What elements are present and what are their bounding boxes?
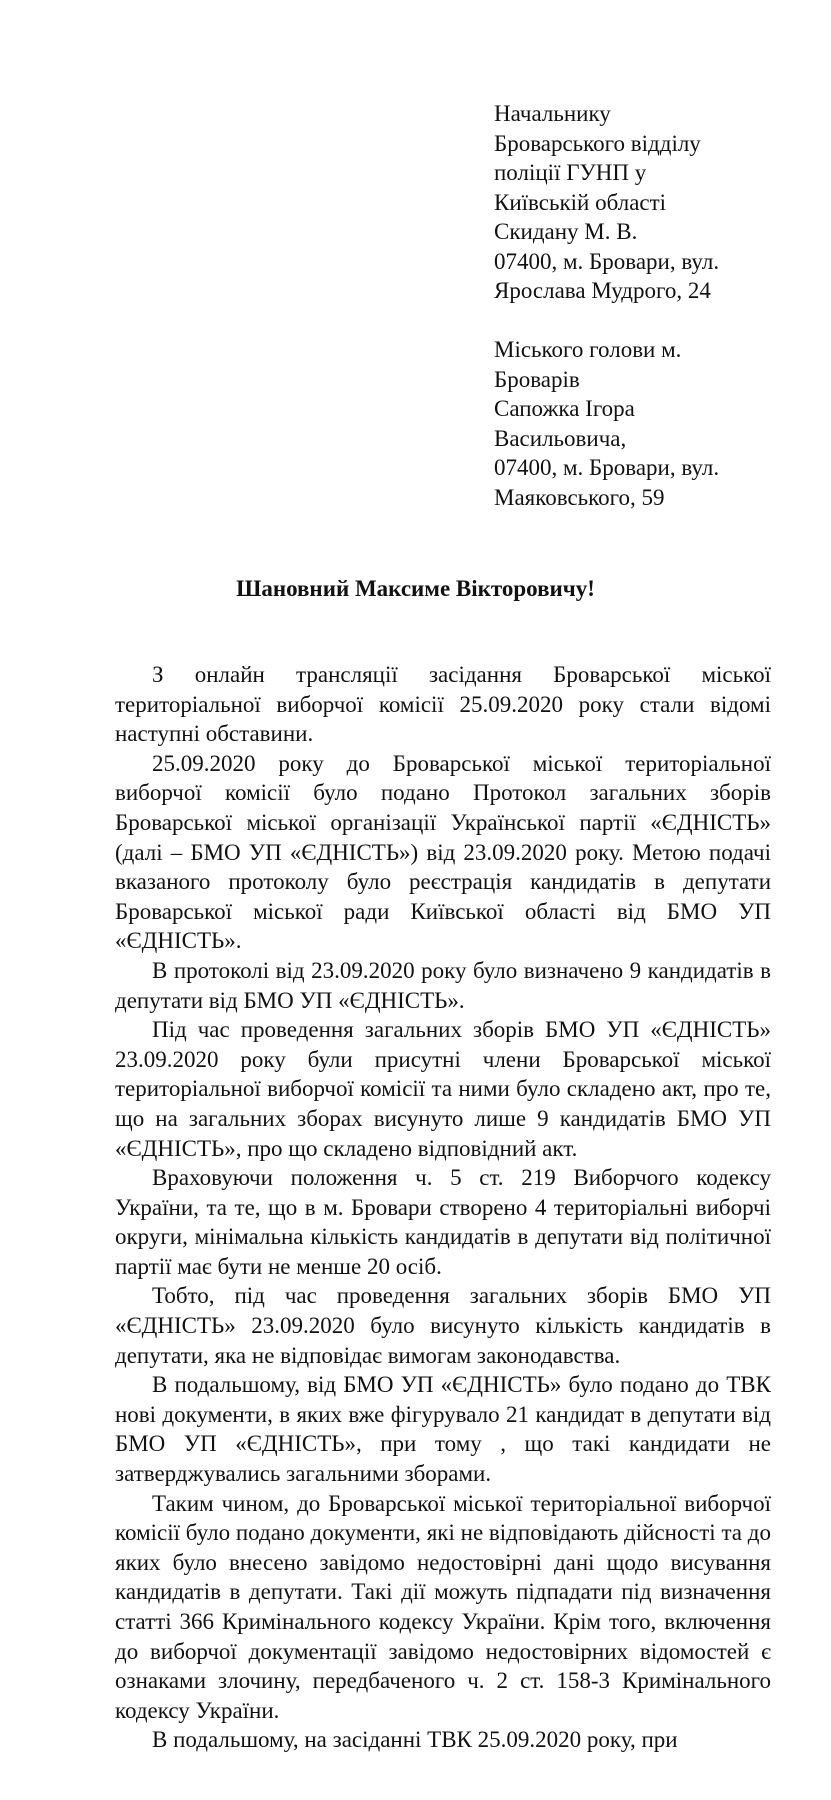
body-paragraph: В подальшому, від БМО УП «ЄДНІСТЬ» було подано до ТВК нові документи, в яких вже фігурувало 21 кандидат в депутати від БМО УП «ЄДНІСТЬ», при тому , що такі кандидати не затверджувались загальними зборами. <box>115 1372 771 1487</box>
sender-line: Броварів <box>494 366 580 392</box>
sender-line: 07400, м. Бровари, вул. <box>494 455 720 480</box>
sender-address-block <box>494 335 794 512</box>
sender-line: Васильовича, <box>494 425 627 451</box>
body-paragraph: Таким чином, до Броварської міської територіальної виборчої комісії було подано документи, які не відповідають дійсності та до яких було внесено завідомо недостовірні дані щодо висування кандидатів в депутати. Такі дії можуть підпадати під визначення статті 366 Кримінального кодексу України. Крім того, включення до виборчої документації завідомо недостовірних відомостей є ознаками злочину, передбаченого ч. 2 ст. 158-3 Кримінального кодексу України. <box>115 1490 771 1723</box>
sender-line: Маяковського, 59 <box>494 484 665 510</box>
sender-line: Міського голови м. <box>494 337 682 362</box>
recipient-line: Ярослава Мудрого, 24 <box>494 278 711 303</box>
recipient-line: Київській області <box>494 189 667 215</box>
recipient-line: поліції ГУНП у <box>494 160 647 185</box>
body-paragraph: В протоколі від 23.09.2020 року було визначено 9 кандидатів в депутати від БМО УП «ЄДНІСТЬ». <box>115 957 771 1013</box>
salutation-heading: Шановний Максиме Вікторовичу! <box>236 576 595 601</box>
letter-body <box>115 660 771 1755</box>
recipient-line: Начальнику <box>494 101 611 126</box>
recipient-line: 07400, м. Бровари, вул. <box>494 248 720 274</box>
body-paragraph: Враховуючи положення ч. 5 ст. 219 Виборчого кодексу України, та те, що в м. Бровари створено 4 територіальні виборчі округи, мінімальна кількість кандидатів в депутати від політичної партії має бути не менше 20 осіб. <box>115 1165 771 1279</box>
body-paragraph: Тобто, під час проведення загальних зборів БМО УП «ЄДНІСТЬ» 23.09.2020 було висунуто кількість кандидатів в депутати, яка не відповідає вимогам законодавства. <box>115 1283 771 1368</box>
recipient-line: Скидану М. В. <box>494 219 638 244</box>
recipient-address-block <box>494 99 794 306</box>
sender-line: Сапожка Ігора <box>494 396 635 421</box>
body-paragraph: 25.09.2020 року до Броварської міської територіальної виборчої комісії було подано Протокол загальних зборів Броварської міської організації Української партії «ЄДНІСТЬ» (далі – БМО УП «ЄДНІСТЬ») від 23.09.2020 року. Метою подачі вказаного протоколу було реєстрація кандидатів в депутати Броварської міської ради Київської області від БМО УП «ЄДНІСТЬ». <box>115 750 771 954</box>
body-paragraph: В подальшому, на засіданні ТВК 25.09.2020 року, при <box>152 1727 678 1753</box>
recipient-line: Броварського відділу <box>494 130 701 156</box>
body-paragraph: Під час проведення загальних зборів БМО УП «ЄДНІСТЬ» 23.09.2020 року були присутні члени Броварської міської територіальної виборчої комісії та ними було складено акт, про те, що на загальних зборах висунуто лише 9 кандидатів БМО УП «ЄДНІСТЬ», про що складено відповідний акт. <box>115 1017 771 1161</box>
body-paragraph: З онлайн трансляції засідання Броварської міської територіальної виборчої комісії 25.09.2020 року стали відомі наступні обставини. <box>115 662 771 747</box>
